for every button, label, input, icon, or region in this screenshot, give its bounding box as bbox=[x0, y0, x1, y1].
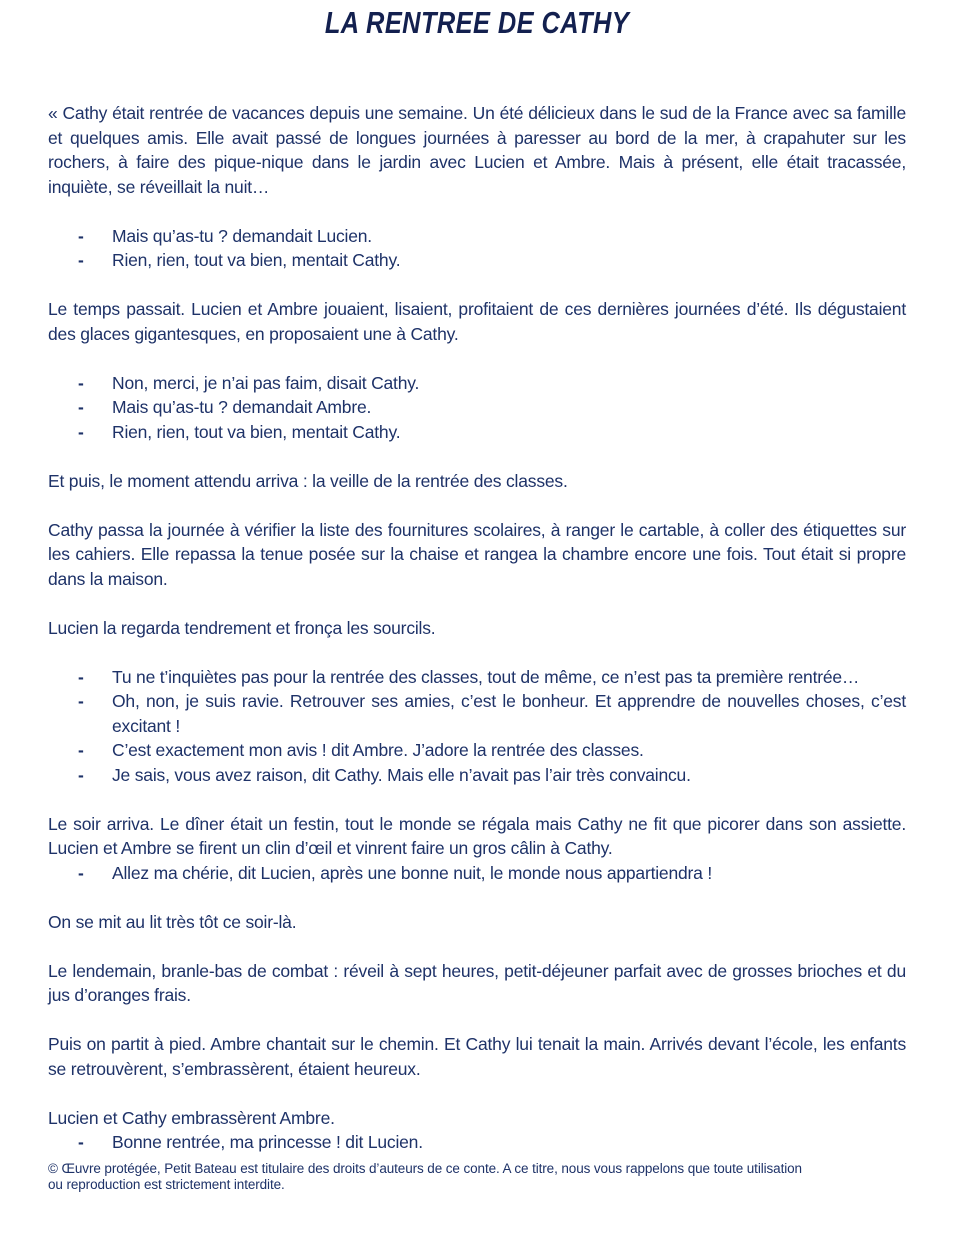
story-paragraph: Lucien et Cathy embrassèrent Ambre. bbox=[48, 1107, 335, 1128]
story-paragraph: On se mit au lit très tôt ce soir-là. bbox=[48, 911, 297, 932]
dialogue-list bbox=[48, 861, 906, 886]
dialogue-text: Je sais, vous avez raison, dit Cathy. Mais elle n’avait pas l’air très convaincu. bbox=[112, 764, 691, 785]
dialogue-dash: - bbox=[78, 666, 84, 687]
dialogue-item bbox=[48, 665, 906, 690]
story-paragraph: Lucien la regarda tendrement et fronça les sourcils. bbox=[48, 617, 436, 638]
dialogue-list bbox=[48, 224, 906, 273]
story-paragraph: Le soir arriva. Le dîner était un festin, tout le monde se régala mais Cathy ne fit que picorer dans son assiette. Lucien et Ambre se firent un clin d’œil et vinrent faire un gros câlin à Cathy. bbox=[48, 813, 906, 858]
dialogue-item bbox=[48, 248, 906, 273]
dialogue-text: Rien, rien, tout va bien, mentait Cathy. bbox=[112, 421, 401, 442]
dialogue-dash: - bbox=[78, 421, 84, 442]
story-paragraph: « Cathy était rentrée de vacances depuis une semaine. Un été délicieux dans le sud de la France avec sa famille et quelques amis. Elle avait passé de longues journées à paresser au bord de la mer, à crapahuter sur les rochers, à faire des pique-nique dans le jardin avec Lucien et Ambre. Mais à présent, elle était tracassée, inquiète, se réveillait la nuit… bbox=[48, 103, 906, 197]
dialogue-item bbox=[48, 689, 906, 738]
dialogue-dash: - bbox=[78, 740, 84, 760]
story-body bbox=[48, 101, 906, 1194]
dialogue-dash: - bbox=[78, 1132, 84, 1152]
dialogue-list bbox=[48, 1130, 906, 1155]
dialogue-dash: - bbox=[78, 372, 84, 393]
dialogue-text: Allez ma chérie, dit Lucien, après une bonne nuit, le monde nous appartiendra ! bbox=[112, 862, 713, 883]
dialogue-dash: - bbox=[78, 862, 84, 883]
story-paragraph: Cathy passa la journée à vérifier la liste des fournitures scolaires, à ranger le cartable, à coller des étiquettes sur les cahiers. Elle repassa la tenue posée sur la chaise et rangea la chambre encore une fois. Tout était si propre dans la maison. bbox=[48, 519, 906, 589]
story-paragraph: Puis on partit à pied. Ambre chantait sur le chemin. Et Cathy lui tenait la main. Arrivés devant l’école, les enfants se retrouvèrent, s’embrassèrent, étaient heureux. bbox=[48, 1034, 906, 1079]
dialogue-dash: - bbox=[78, 250, 84, 270]
dialogue-dash: - bbox=[78, 691, 84, 711]
copyright-notice: © Œuvre protégée, Petit Bateau est titulaire des droits d’auteurs de ce conte. A ce titre, nous vous rappelons que toute utilisation ou reproduction est strictement interdite. bbox=[48, 1160, 802, 1192]
dialogue-item bbox=[48, 395, 906, 420]
dialogue-text: C’est exactement mon avis ! dit Ambre. J’adore la rentrée des classes. bbox=[112, 740, 644, 760]
story-paragraph: Le temps passait. Lucien et Ambre jouaient, lisaient, profitaient de ces dernières journées d’été. Ils dégustaient des glaces gigantesques, en proposaient une à Cathy. bbox=[48, 299, 906, 344]
dialogue-text: Mais qu’as-tu ? demandait Lucien. bbox=[112, 225, 372, 246]
dialogue-item bbox=[48, 763, 906, 788]
dialogue-item bbox=[48, 371, 906, 396]
dialogue-text: Rien, rien, tout va bien, mentait Cathy. bbox=[112, 250, 401, 270]
page-title: LA RENTREE DE CATHY bbox=[324, 5, 630, 40]
story-paragraph: Le lendemain, branle-bas de combat : réveil à sept heures, petit-déjeuner parfait avec de grosses brioches et du jus d’oranges frais. bbox=[48, 960, 906, 1005]
dialogue-list bbox=[48, 371, 906, 445]
dialogue-text: Tu ne t’inquiètes pas pour la rentrée des classes, tout de même, ce n’est pas ta première rentrée… bbox=[112, 666, 860, 687]
dialogue-dash: - bbox=[78, 225, 84, 246]
dialogue-text: Mais qu’as-tu ? demandait Ambre. bbox=[112, 397, 372, 417]
dialogue-text: Non, merci, je n’ai pas faim, disait Cathy. bbox=[112, 372, 420, 393]
dialogue-item bbox=[48, 224, 906, 249]
dialogue-item bbox=[48, 420, 906, 445]
dialogue-dash: - bbox=[78, 397, 84, 417]
dialogue-item bbox=[48, 861, 906, 886]
dialogue-item bbox=[48, 1130, 906, 1155]
dialogue-text: Oh, non, je suis ravie. Retrouver ses amies, c’est le bonheur. Et apprendre de nouvelles choses, c’est excitant ! bbox=[112, 691, 906, 736]
story-paragraph: Et puis, le moment attendu arriva : la veille de la rentrée des classes. bbox=[48, 470, 568, 491]
dialogue-text: Bonne rentrée, ma princesse ! dit Lucien. bbox=[112, 1132, 423, 1152]
dialogue-item bbox=[48, 738, 906, 763]
dialogue-dash: - bbox=[78, 764, 84, 785]
dialogue-list bbox=[48, 665, 906, 788]
